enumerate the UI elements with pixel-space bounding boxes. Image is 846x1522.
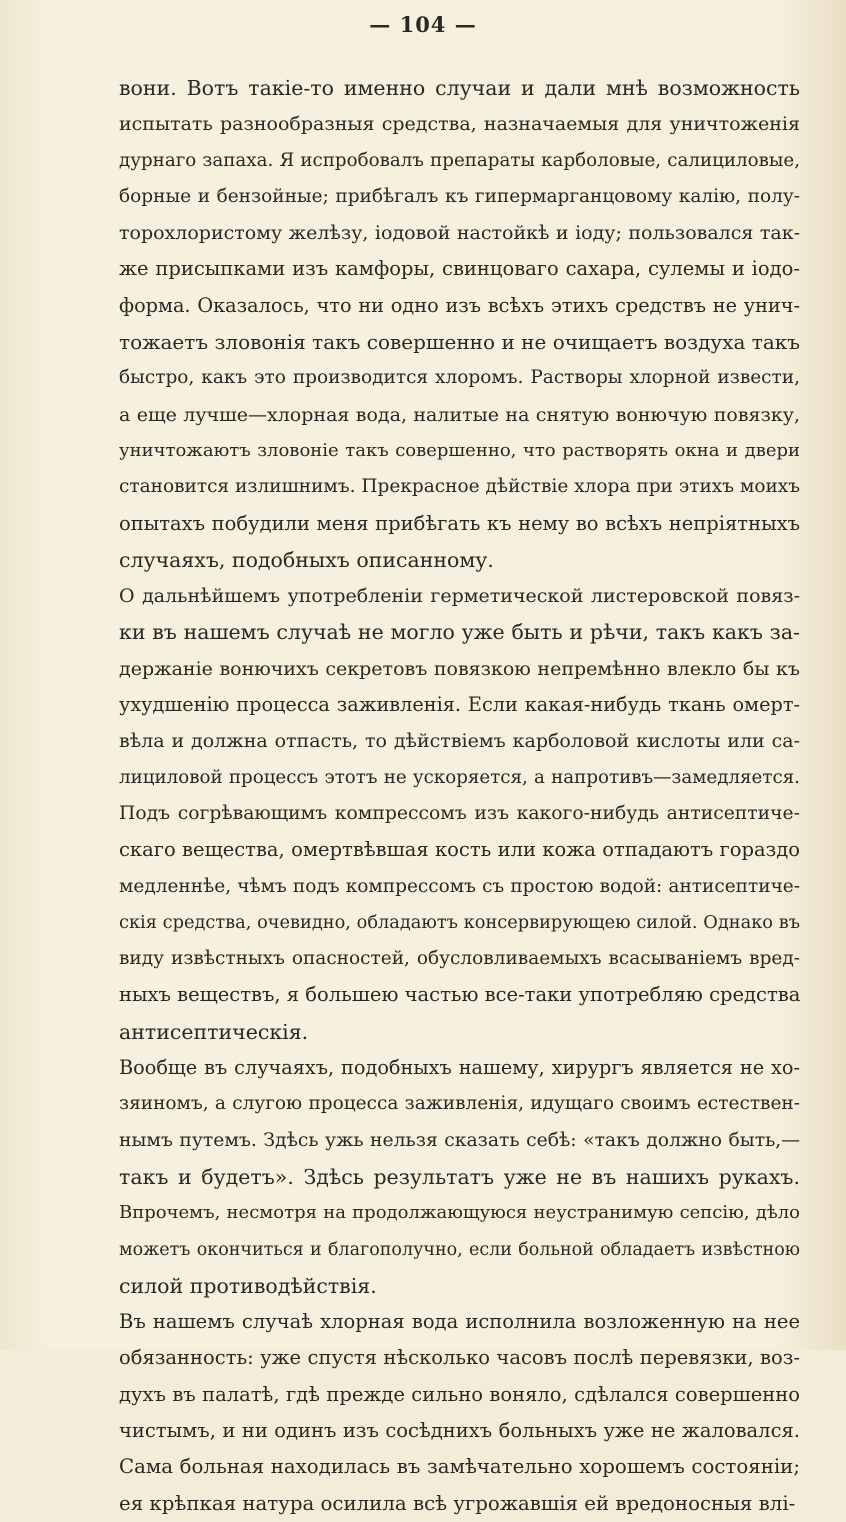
text-line: Подъ согрѣвающимъ компрессомъ изъ какого-нибудь антисептиче- [119, 802, 800, 824]
text-line: виду извѣстныхъ опасностей, обусловливаемыхъ всасываніемъ вред- [119, 948, 800, 970]
paragraph [119, 1050, 800, 1304]
paragraph [119, 1304, 800, 1522]
paragraph [119, 70, 800, 578]
text-line: лициловой процессъ этотъ не ускоряется, а напротивъ—замедляется. [119, 766, 800, 788]
text-line: медленнѣе, чѣмъ подъ компрессомъ съ простою водой: антисептиче- [119, 875, 800, 897]
text-line: держаніе вонючихъ секретовъ повязкою непремѣнно влекло бы къ [119, 657, 800, 680]
text-line: нымъ путемъ. Здѣсь ужь нельзя сказать себѣ: «такъ должно быть,— [119, 1129, 800, 1151]
page-text-body [119, 70, 800, 1522]
text-line: Сама больная находилась въ замѣчательно хорошемъ состояніи; [119, 1455, 800, 1479]
page-number: — 104 — [369, 12, 477, 37]
text-line: Вообще въ случаяхъ, подобныхъ нашему, хирургъ является не хо- [119, 1056, 800, 1080]
text-line: же присыпками изъ камфоры, свинцоваго сахара, сулемы и іодо- [119, 257, 800, 281]
text-line: скія средства, очевидно, обладаютъ консервирующею силой. Однако въ [119, 912, 800, 933]
text-line: торохлористому желѣзу, іодовой настойкѣ и іоду; пользовался так- [119, 222, 800, 245]
text-line: силой противодѣйствія. [119, 1273, 377, 1298]
text-line: ки въ нашемъ случаѣ не могло уже быть и рѣчи, такъ какъ за- [119, 620, 800, 645]
text-line: вѣла и должна отпасть, то дѣйствіемъ карболовой кислоты или са- [119, 730, 800, 753]
text-line: антисептическія. [119, 1019, 309, 1044]
text-line: дурнаго запаха. Я испробовалъ препараты карболовые, салициловые, [119, 149, 800, 171]
text-line: быстро, какъ это производится хлоромъ. Растворы хлорной извести, [119, 367, 800, 389]
text-line: скаго вещества, омертвѣвшая кость или кожа отпадаютъ гораздо [119, 838, 800, 862]
text-line: можетъ окончиться и благополучно, если больной обладаетъ извѣстною [119, 1239, 800, 1260]
text-line: ея крѣпкая натура осилила всѣ угрожавшія ей вредоносныя влі- [119, 1491, 796, 1515]
text-line: ухудшенію процесса заживленія. Если какая-нибудь ткань омерт- [119, 693, 800, 717]
text-line: опытахъ побудили меня прибѣгать къ нему во всѣхъ непріятныхъ [119, 511, 800, 535]
text-line: тожаетъ зловонія такъ совершенно и не очищаетъ воздуха такъ [119, 330, 800, 355]
text-line: форма. Оказалось, что ни одно изъ всѣхъ этихъ средствъ не унич- [119, 293, 800, 317]
text-line: уничтожаютъ зловоніе такъ совершенно, что растворять окна и двери [119, 439, 800, 461]
text-line: испытать разнообразныя средства, назначаемыя для уничтоженія [119, 113, 800, 136]
text-line: зяиномъ, а слугою процесса заживленія, идущаго своимъ естествен- [119, 1093, 800, 1115]
text-line: такъ и будетъ». Здѣсь результатъ уже не въ нашихъ рукахъ. [119, 1164, 800, 1189]
text-line: вони. Вотъ такіе-то именно случаи и дали мнѣ возможность [119, 76, 800, 100]
text-line: О дальнѣйшемъ употребленіи герметической листеровской повяз- [119, 585, 800, 608]
text-line: становится излишнимъ. Прекрасное дѣйствіе хлора при этихъ моихъ [119, 476, 800, 498]
text-line: Впрочемъ, несмотря на продолжающуюся неустранимую сепсію, дѣло [119, 1202, 800, 1224]
text-line: случаяхъ, подобныхъ описанному. [119, 547, 494, 572]
text-line: чистымъ, и ни одинъ изъ сосѣднихъ больныхъ уже не жаловался. [119, 1418, 800, 1442]
text-line: ныхъ веществъ, я большею частью все-таки употребляю средства [119, 983, 801, 1007]
text-line: а еще лучше—хлорная вода, налитые на снятую вонючую повязку, [119, 403, 800, 426]
text-line: обязанность: уже спустя нѣсколько часовъ послѣ перевязки, воз- [119, 1346, 800, 1370]
text-line: Въ нашемъ случаѣ хлорная вода исполнила возложенную на нее [119, 1310, 800, 1334]
paragraph [119, 578, 800, 1050]
text-line: борные и бензойные; прибѣгалъ къ гипермарганцовому калію, полу- [119, 185, 800, 207]
text-line: духъ въ палатѣ, гдѣ прежде сильно воняло, сдѣлался совершенно [119, 1382, 800, 1406]
